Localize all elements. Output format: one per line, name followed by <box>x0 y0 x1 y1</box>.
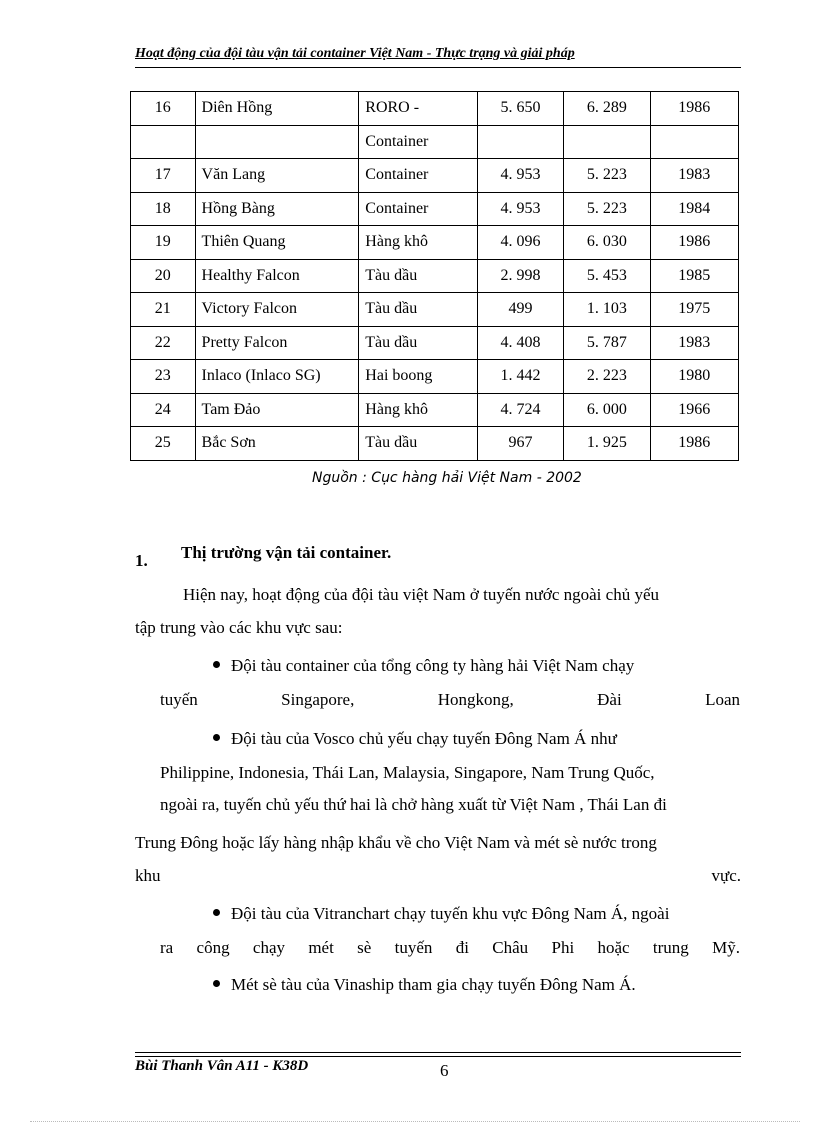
table-cell: 4. 724 <box>477 393 563 427</box>
table-cell: 24 <box>131 393 196 427</box>
intro-line-2: tập trung vào các khu vực sau: <box>135 618 343 637</box>
table-row <box>131 259 739 293</box>
table-cell: 5. 453 <box>564 259 650 293</box>
table-cell: Container <box>359 192 477 226</box>
table-cell: 2. 223 <box>564 360 650 394</box>
table-source-note: Nguồn : Cục hàng hải Việt Nam - 2002 <box>312 470 582 486</box>
table-cell: Hàng khô <box>359 393 477 427</box>
table-cell: Container <box>359 125 477 159</box>
table-cell: Container <box>359 159 477 193</box>
table-cell: 4. 096 <box>477 226 563 260</box>
bullet-1-line-1: Đội tàu container của tổng công ty hàng hải Việt Nam chạy <box>213 656 741 676</box>
table-cell: 1. 103 <box>564 293 650 327</box>
table-cell: Tam Đảo <box>195 393 359 427</box>
table-cell: 19 <box>131 226 196 260</box>
table-cell: 16 <box>131 92 196 126</box>
table-cell: 499 <box>477 293 563 327</box>
table-cell: 5. 223 <box>564 192 650 226</box>
table-cell <box>564 125 650 159</box>
table-cell <box>650 125 739 159</box>
table-cell: 5. 787 <box>564 326 650 360</box>
table-cell: 1966 <box>650 393 739 427</box>
ship-table-body <box>131 92 739 461</box>
table-cell: 21 <box>131 293 196 327</box>
ship-table <box>130 91 739 461</box>
table-cell: 5. 223 <box>564 159 650 193</box>
table-cell: Hàng khô <box>359 226 477 260</box>
table-cell: RORO - <box>359 92 477 126</box>
bullet-2-line-1: Đội tàu của Vosco chủ yếu chạy tuyến Đông Nam Á như <box>213 729 741 749</box>
footer-rule <box>135 1052 741 1053</box>
table-row <box>131 393 739 427</box>
table-cell: 6. 289 <box>564 92 650 126</box>
table-cell: Pretty Falcon <box>195 326 359 360</box>
table-cell <box>477 125 563 159</box>
bullet-icon <box>213 661 220 668</box>
table-row <box>131 125 739 159</box>
table-row <box>131 92 739 126</box>
table-cell: 2. 998 <box>477 259 563 293</box>
table-cell: 1986 <box>650 427 739 461</box>
table-row <box>131 427 739 461</box>
table-cell: Healthy Falcon <box>195 259 359 293</box>
table-cell: Hai boong <box>359 360 477 394</box>
table-cell: 20 <box>131 259 196 293</box>
table-cell: Văn Lang <box>195 159 359 193</box>
table-row <box>131 326 739 360</box>
footer-author: Bùi Thanh Vân A11 - K38D <box>135 1058 309 1074</box>
bullet-4-line-1: Mét sè tàu của Vinaship tham gia chạy tuyến Đông Nam Á. <box>213 975 741 995</box>
footer-rule-thin <box>135 1056 741 1057</box>
page-header-title: Hoạt động của đội tàu vận tải container Việt Nam - Thực trạng và giải pháp <box>135 46 575 61</box>
table-cell: 4. 953 <box>477 192 563 226</box>
page-number: 6 <box>440 1061 449 1080</box>
table-cell: 4. 408 <box>477 326 563 360</box>
bullet-2-line-4: Trung Đông hoặc lấy hàng nhập khẩu về cho Việt Nam và mét sè nước trong <box>135 833 657 852</box>
table-cell: 6. 030 <box>564 226 650 260</box>
table-row <box>131 192 739 226</box>
intro-line-1: Hiện nay, hoạt động của đội tàu việt Nam ở tuyến nước ngoài chủ yếu <box>183 585 659 604</box>
table-cell: 1983 <box>650 159 739 193</box>
table-cell: 17 <box>131 159 196 193</box>
header-rule <box>135 67 741 68</box>
table-cell: 1975 <box>650 293 739 327</box>
table-cell: Victory Falcon <box>195 293 359 327</box>
bullet-2-line-5: khu vực. <box>135 866 741 885</box>
table-cell: 6. 000 <box>564 393 650 427</box>
table-row <box>131 360 739 394</box>
table-row <box>131 159 739 193</box>
section-heading <box>135 543 392 570</box>
bullet-1-line-2: tuyến Singapore, Hongkong, Đài Loan <box>160 690 740 709</box>
table-cell: Bắc Sơn <box>195 427 359 461</box>
table-cell: Tàu dầu <box>359 259 477 293</box>
table-cell: Diên Hồng <box>195 92 359 126</box>
table-cell: 1. 442 <box>477 360 563 394</box>
table-cell: Thiên Quang <box>195 226 359 260</box>
table-cell <box>195 125 359 159</box>
table-cell: 1986 <box>650 92 739 126</box>
table-cell: Tàu dầu <box>359 293 477 327</box>
bullet-icon <box>213 734 220 741</box>
table-cell: 22 <box>131 326 196 360</box>
table-cell: 1986 <box>650 226 739 260</box>
table-cell <box>131 125 196 159</box>
table-cell: 4. 953 <box>477 159 563 193</box>
table-row <box>131 226 739 260</box>
bullet-icon <box>213 909 220 916</box>
bullet-3-line-2: ra công chạy mét sè tuyến đi Châu Phi hoặc trung Mỹ. <box>160 938 740 957</box>
bullet-icon <box>213 980 220 987</box>
table-cell: 25 <box>131 427 196 461</box>
table-cell: 23 <box>131 360 196 394</box>
section-number: 1. <box>135 551 148 570</box>
table-row <box>131 293 739 327</box>
table-cell: 1. 925 <box>564 427 650 461</box>
table-cell: 1985 <box>650 259 739 293</box>
table-cell: 967 <box>477 427 563 461</box>
bullet-2-line-3: ngoài ra, tuyến chủ yếu thứ hai là chở hàng xuất từ Việt Nam , Thái Lan đi <box>160 795 667 814</box>
page-bottom-dotted-line <box>30 1121 800 1122</box>
bullet-2-line-2: Philippine, Indonesia, Thái Lan, Malaysia, Singapore, Nam Trung Quốc, <box>160 763 655 782</box>
section-title: Thị trường vận tải container. <box>181 543 392 562</box>
table-cell: 1983 <box>650 326 739 360</box>
table-cell: Tàu dầu <box>359 427 477 461</box>
table-cell: Hồng Bàng <box>195 192 359 226</box>
table-cell: 5. 650 <box>477 92 563 126</box>
bullet-3-line-1: Đội tàu của Vitranchart chạy tuyến khu vực Đông Nam Á, ngoài <box>213 904 741 924</box>
table-cell: 18 <box>131 192 196 226</box>
table-cell: Tàu dầu <box>359 326 477 360</box>
table-cell: 1980 <box>650 360 739 394</box>
table-cell: Inlaco (Inlaco SG) <box>195 360 359 394</box>
table-cell: 1984 <box>650 192 739 226</box>
